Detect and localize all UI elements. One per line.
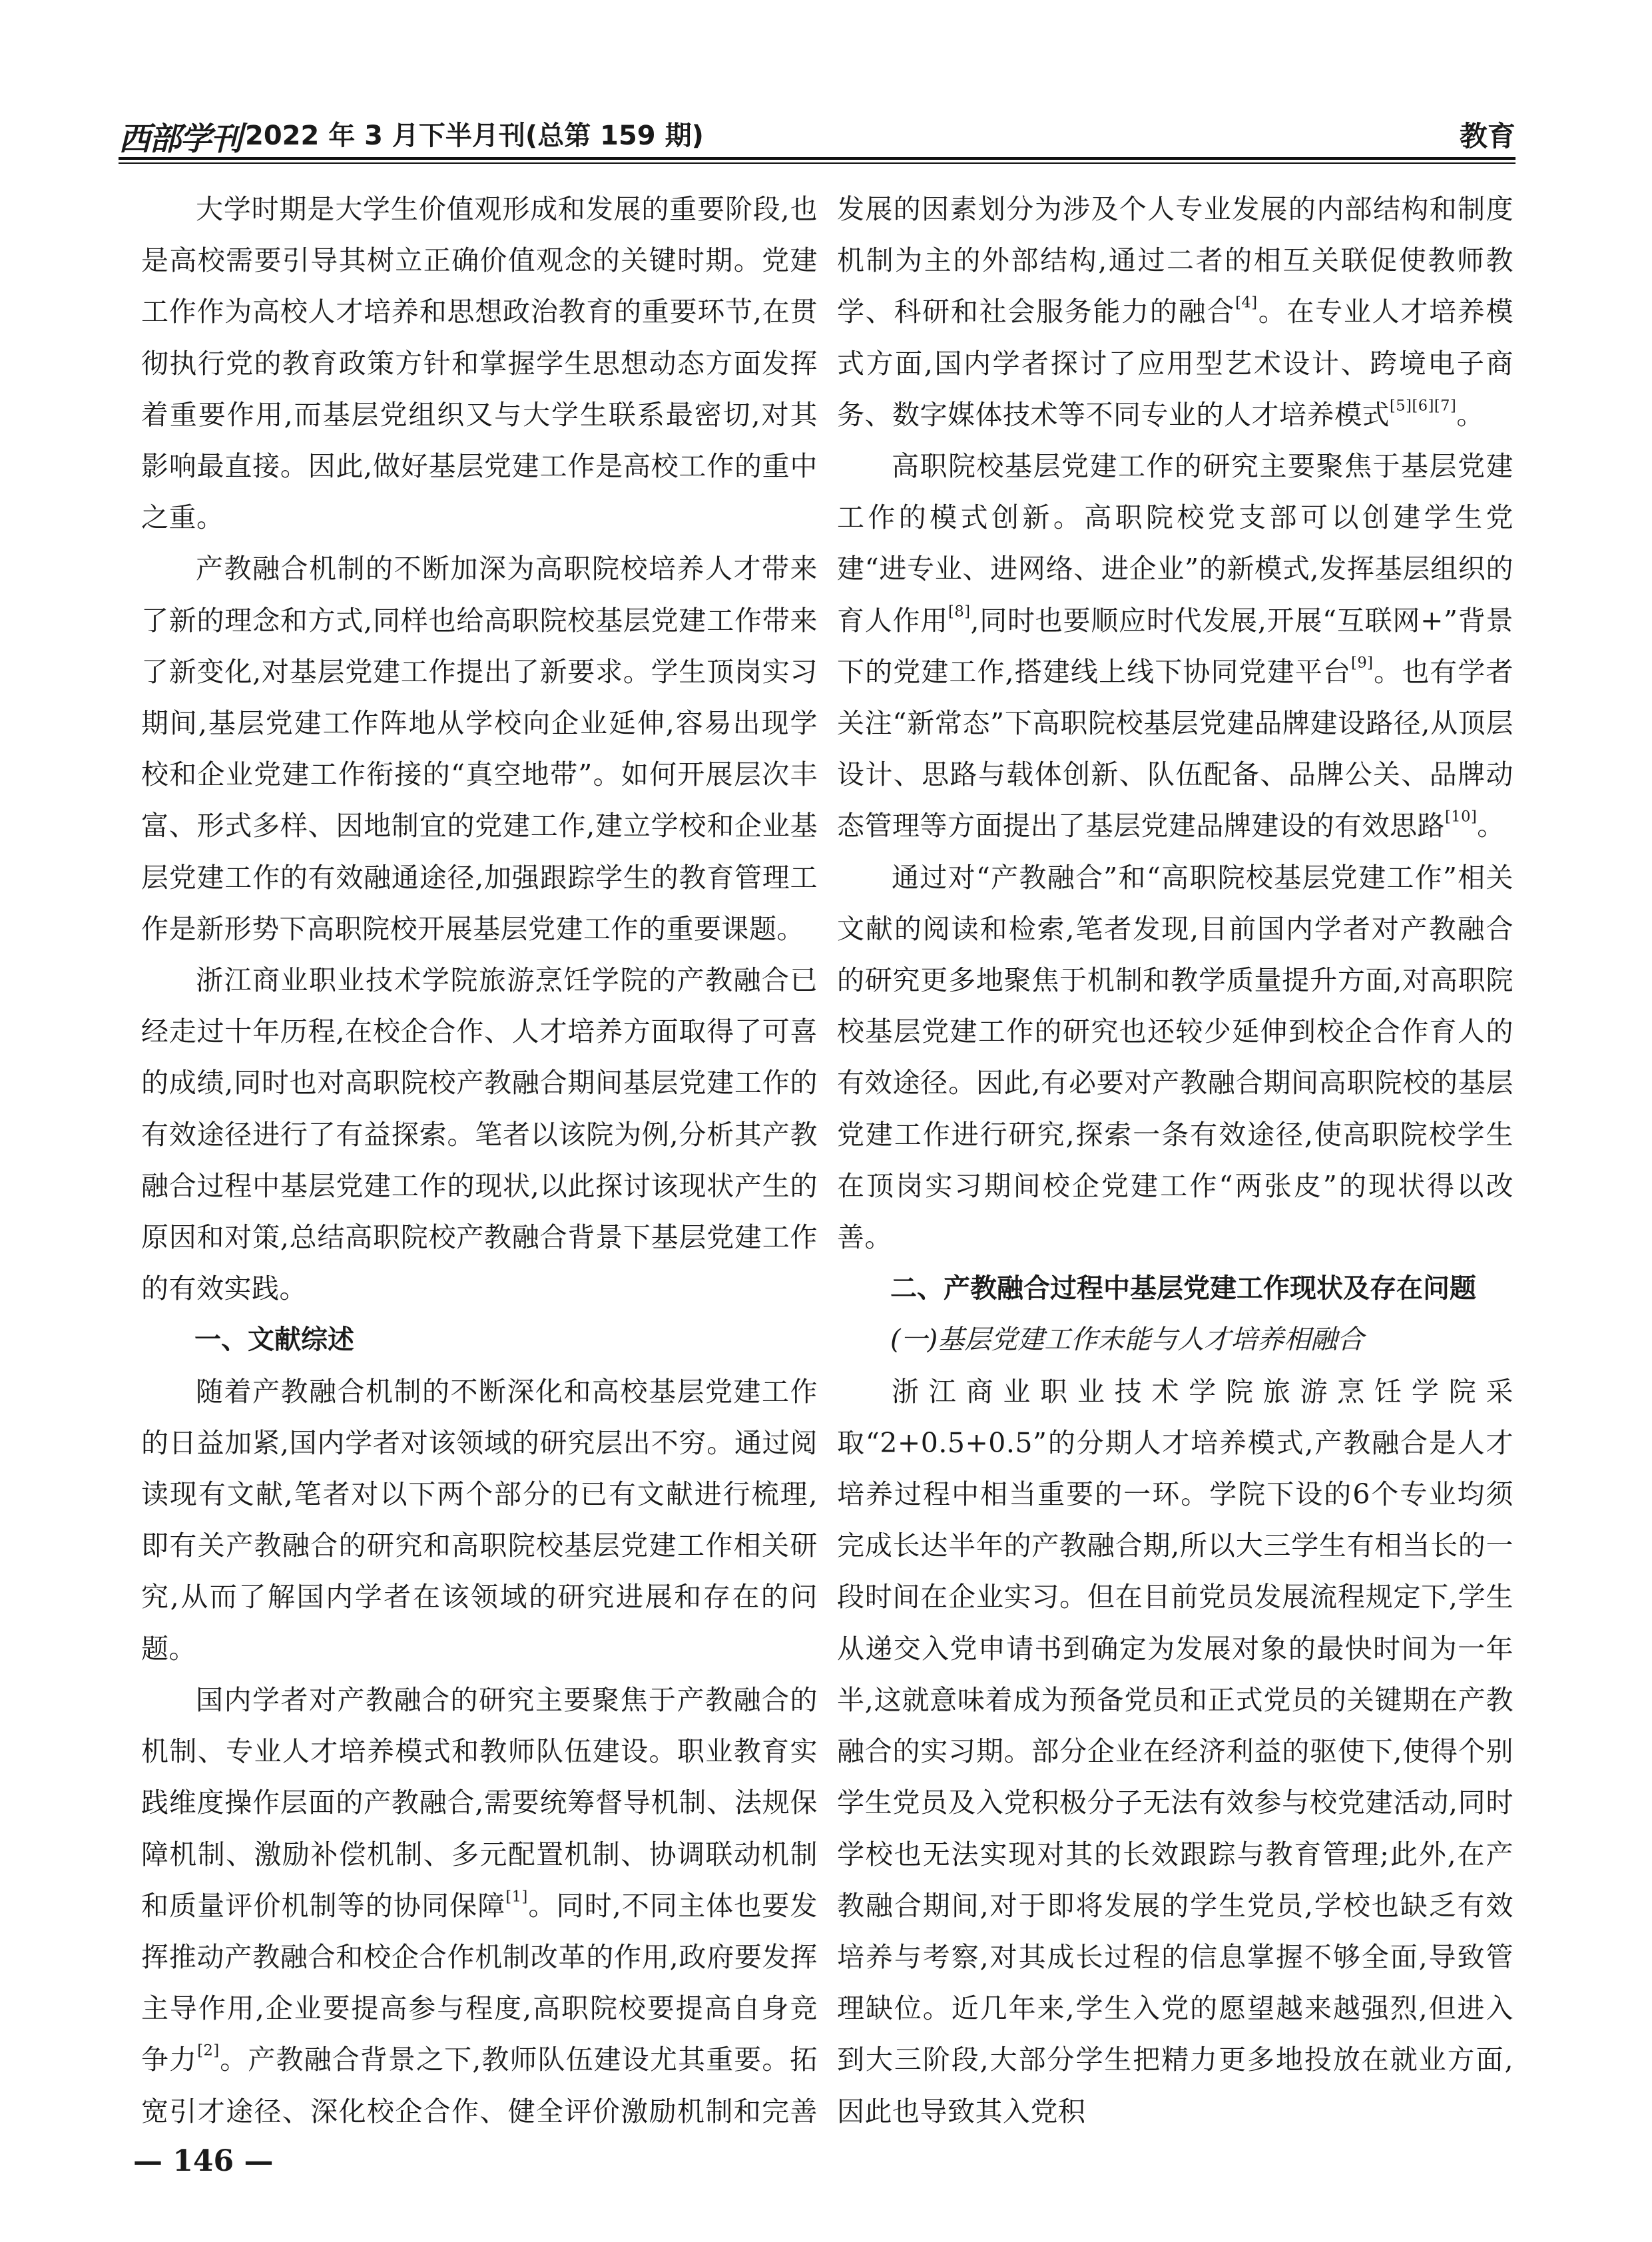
section-label: 教育: [1459, 120, 1515, 152]
text-run: 。产教融合背景之下,教师队伍建设尤其重要。拓宽引才途径、深化校企合作、健全评价激励机制和完善: [141, 2044, 818, 2127]
citation: [5][6][7]: [1390, 397, 1457, 415]
citation: [4]: [1235, 294, 1258, 312]
paragraph: 通过对“产教融合”和“高职院校基层党建工作”相关文献的阅读和检索,笔者发现,目前国内学者对产教融合的研究更多地聚焦于机制和教学质量提升方面,对高职院校基层党建工作的研究也还较少延伸到校企合作育人的有效途径。因此,有必要对产教融合期间高职院校的基层党建工作进行研究,探索一条有效途径,使高职院校学生在顶岗实习期间校企党建工作“两张皮”的现状得以改善。: [837, 861, 1514, 1254]
running-header: [119, 112, 1515, 158]
page-number: — 146 —: [133, 2144, 274, 2178]
right-column: [837, 184, 1514, 2128]
text-run: ,同时也要顺应时代发展,开展“互联网+”背景下的党建工作,搭建线上线下协同党建平台: [837, 604, 1514, 688]
left-column: [141, 184, 818, 2128]
issue-info: 2022 年 3 月下半月刊(总第 159 期): [245, 121, 704, 151]
paragraph: 浙江商业职业技术学院旅游烹饪学院采取“2+0.5+0.5”的分期人才培养模式,产教融合是人才培养过程中相当重要的一环。学院下设的6个专业均须完成长达半年的产教融合期,所以大三学生有相当长的一段时间在企业实习。但在目前党员发展流程规定下,学生从递交入党申请书到确定为发展对象的最快时间为一年半,这就意味着成为预备党员和正式党员的关键期在产教融合的实习期。部分企业在经济利益的驱使下,使得个别学生党员及入党积极分子无法有效参与校党建活动,同时学校也无法实现对其的长效跟踪与教育管理;此外,在产教融合期间,对于即将发展的学生党员,学校也缺乏有效培养与考察,对其成长过程的信息掌握不够全面,导致管理缺位。近几年来,学生入党的愿望越来越强烈,但进入到大三阶段,大部分学生把精力更多地投放在就业方面,因此也导致其入党积: [837, 1375, 1514, 2127]
text-run: 。: [1456, 398, 1484, 431]
paragraph: 产教融合机制的不断加深为高职院校培养人才带来了新的理念和方式,同样也给高职院校基层党建工作带来了新变化,对基层党建工作提出了新要求。学生顶岗实习期间,基层党建工作阵地从学校向企业延伸,容易出现学校和企业党建工作衔接的“真空地带”。如何开展层次丰富、形式多样、因地制宜的党建工作,建立学校和企业基层党建工作的有效融通途径,加强跟踪学生的教育管理工作是新形势下高职院校开展基层党建工作的重要课题。: [141, 553, 818, 945]
paragraph: [837, 441, 1514, 852]
citation: [1]: [505, 1888, 528, 1906]
section-heading: 二、产教融合过程中基层党建工作现状及存在问题: [890, 1273, 1476, 1304]
paragraph: 大学时期是大学生价值观形成和发展的重要阶段,也是高校需要引导其树立正确价值观念的关键时期。党建工作作为高校人才培养和思想政治教育的重要环节,在贯彻执行党的教育政策方针和掌握学生思想动态方面发挥着重要作用,而基层党组织又与大学生联系最密切,对其影响最直接。因此,做好基层党建工作是高校工作的重中之重。: [141, 193, 818, 534]
paragraph: [141, 1675, 818, 2128]
citation: [8]: [948, 603, 971, 621]
journal-logo: 西部学刊: [119, 121, 242, 158]
paragraph: 随着产教融合机制的不断深化和高校基层党建工作的日益加紧,国内学者对该领域的研究层出不穷。通过阅读现有文献,笔者对以下两个部分的已有文献进行梳理,即有关产教融合的研究和高职院校基层党建工作相关研究,从而了解国内学者在该领域的研究进展和存在的问题。: [141, 1375, 818, 1665]
text-run: 。: [1477, 810, 1505, 842]
paragraph: [837, 184, 1514, 441]
text-run: 。在专业人才培养模式方面,国内学者探讨了应用型艺术设计、跨境电子商务、数字媒体技术等不同专业的人才培养模式: [837, 296, 1514, 431]
text-run: 发展的因素划分为涉及个人专业发展的内部结构和制度机制为主的外部结构,通过二者的相互关联促使教师教学、科研和社会服务能力的融合: [837, 193, 1514, 328]
citation: [9]: [1351, 654, 1374, 672]
text-run: 。同时,不同主体也要发挥推动产教融合和校企合作机制改革的作用,政府要发挥主导作用,企业要提高参与程度,高职院校要提高自身竞争力: [141, 1889, 818, 2076]
citation: [2]: [197, 2042, 220, 2060]
section-heading: 一、文献综述: [194, 1324, 354, 1356]
text-run: 。也有学者关注“新常态”下高职院校基层党建品牌建设路径,从顶层设计、思路与载体创新、队伍配备、品牌公关、品牌动态管理等方面提出了基层党建品牌建设的有效思路: [837, 655, 1514, 842]
text-run: 国内学者对产教融合的研究主要聚焦于产教融合的机制、专业人才培养模式和教师队伍建设。职业教育实践维度操作层面的产教融合,需要统筹督导机制、法规保障机制、激励补偿机制、多元配置机制、协调联动机制和质量评价机制等的协同保障: [141, 1683, 818, 1922]
text-run: 高职院校基层党建工作的研究主要聚焦于基层党建工作的模式创新。高职院校党支部可以创建学生党建“进专业、进网络、进企业”的新模式,发挥基层组织的育人作用: [837, 450, 1514, 637]
subsection-heading: (一)基层党建工作未能与人才培养相融合: [890, 1324, 1364, 1356]
citation: [10]: [1445, 808, 1478, 826]
header-rule: [119, 157, 1515, 164]
paragraph: 浙江商业职业技术学院旅游烹饪学院的产教融合已经走过十年历程,在校企合作、人才培养方面取得了可喜的成绩,同时也对高职院校产教融合期间基层党建工作的有效途径进行了有益探索。笔者以该院为例,分析其产教融合过程中基层党建工作的现状,以此探讨该现状产生的原因和对策,总结高职院校产教融合背景下基层党建工作的有效实践。: [141, 964, 818, 1305]
